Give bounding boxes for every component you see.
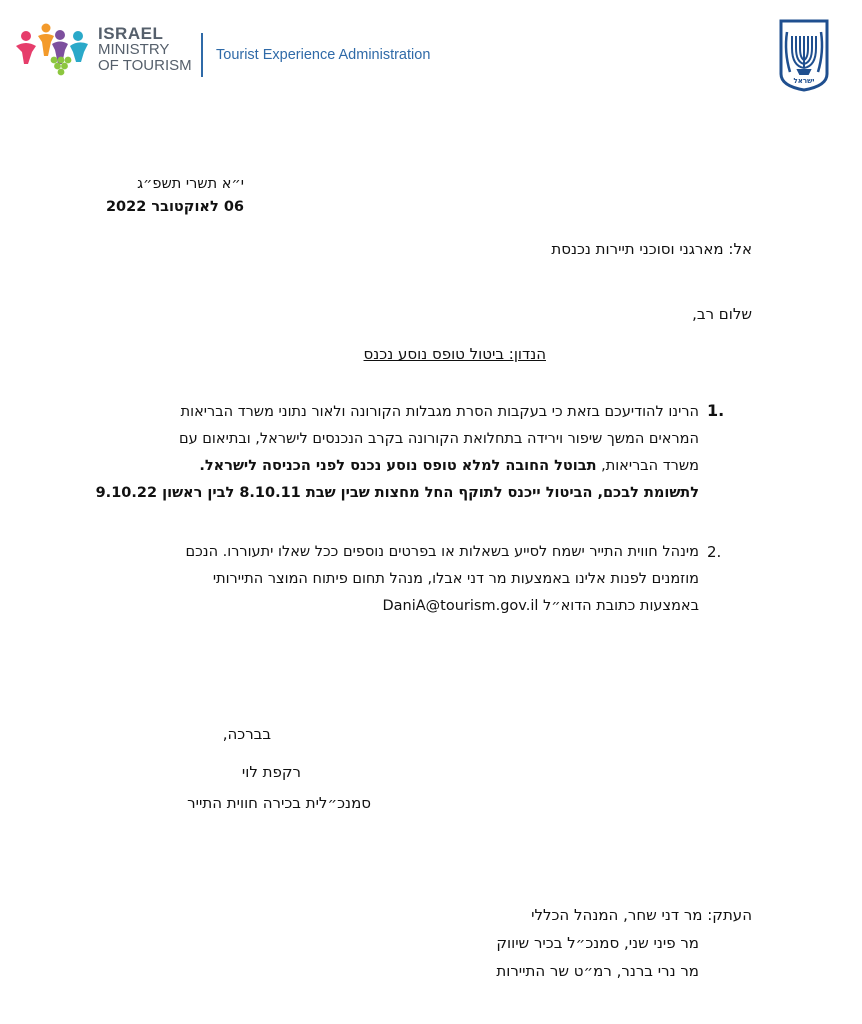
- item-2-line-3: [382, 598, 699, 614]
- ministry-logo-figures-icon: [14, 22, 94, 82]
- item-1-line-3-plain: משרד הבריאות,: [596, 458, 699, 474]
- cc-line-2: מר פיני שני, סמנכ״ל בכיר שיווק: [496, 934, 699, 952]
- administration-name: Tourist Experience Administration: [216, 47, 431, 63]
- item-1-line-2: המראים המשך שיפור וירידה בתחלואת הקורונה בקרב הנכנסים לישראל, ובתיאום עם: [179, 431, 699, 447]
- item-1-number: 1.: [707, 401, 725, 420]
- signer-name: רקפת לוי: [241, 763, 301, 781]
- date-gregorian: 06 לאוקטובר 2022: [105, 199, 244, 215]
- item-1-line-4-notice: לתשומת לבכם, הביטול ייכנס לתוקף החל מחצות שבין שבת 8.10.11 לבין ראשון 9.10.22: [95, 485, 699, 501]
- logo-line-2: MINISTRY: [98, 41, 170, 58]
- contact-email-link[interactable]: DaniA@tourism.gov.il: [382, 598, 539, 614]
- subject-line: הנדון: ביטול טופס נוסע נכנס: [363, 345, 546, 363]
- item-1-line-3-bold: תבוטל החובה למלא טופס נוסע נכנס לפני הכניסה לישראל.: [199, 458, 597, 474]
- item-2-number: 2.: [707, 543, 722, 561]
- addressee: אל: מארגני וסוכני תיירות נכנסת: [551, 240, 752, 258]
- cc-line-3: מר נרי ברנר, רמ״ט שר התיירות: [496, 962, 699, 980]
- logo-line-1: ISRAEL: [98, 24, 164, 43]
- signer-title: סמנכ״לית בכירה חווית התייר: [187, 794, 371, 812]
- greeting: שלום רב,: [692, 305, 752, 323]
- item-2-line-2: מוזמנים לפנות אלינו באמצעות מר דני אבלו, מנהל תחום פיתוח המוצר התיירותי: [212, 571, 699, 587]
- header-divider: [201, 33, 203, 77]
- item-1-line-3: [199, 458, 699, 474]
- logo-line-3: OF TOURISM: [98, 57, 192, 74]
- emblem-text: ישראל: [793, 77, 815, 85]
- date-hebrew: י״א תשרי תשפ״ג: [137, 176, 244, 192]
- item-1-line-1: הרינו להודיעכם בזאת כי בעקבות הסרת מגבלות הקורונה ולאור נתוני משרד הבריאות: [180, 404, 699, 420]
- closing: בברכה,: [222, 725, 271, 743]
- cc-line-1: העתק: מר דני שחר, המנהל הכללי: [531, 906, 752, 924]
- state-emblem-icon: [778, 18, 830, 92]
- item-2-line-3-plain: באמצעות כתובת הדוא״ל: [538, 598, 699, 614]
- item-2-line-1: מינהל חווית התייר ישמח לסייע בשאלות או בפרטים נוספים ככל שאלו יתעוררו. הנכם: [185, 544, 699, 560]
- ministry-logo-text: [98, 26, 192, 74]
